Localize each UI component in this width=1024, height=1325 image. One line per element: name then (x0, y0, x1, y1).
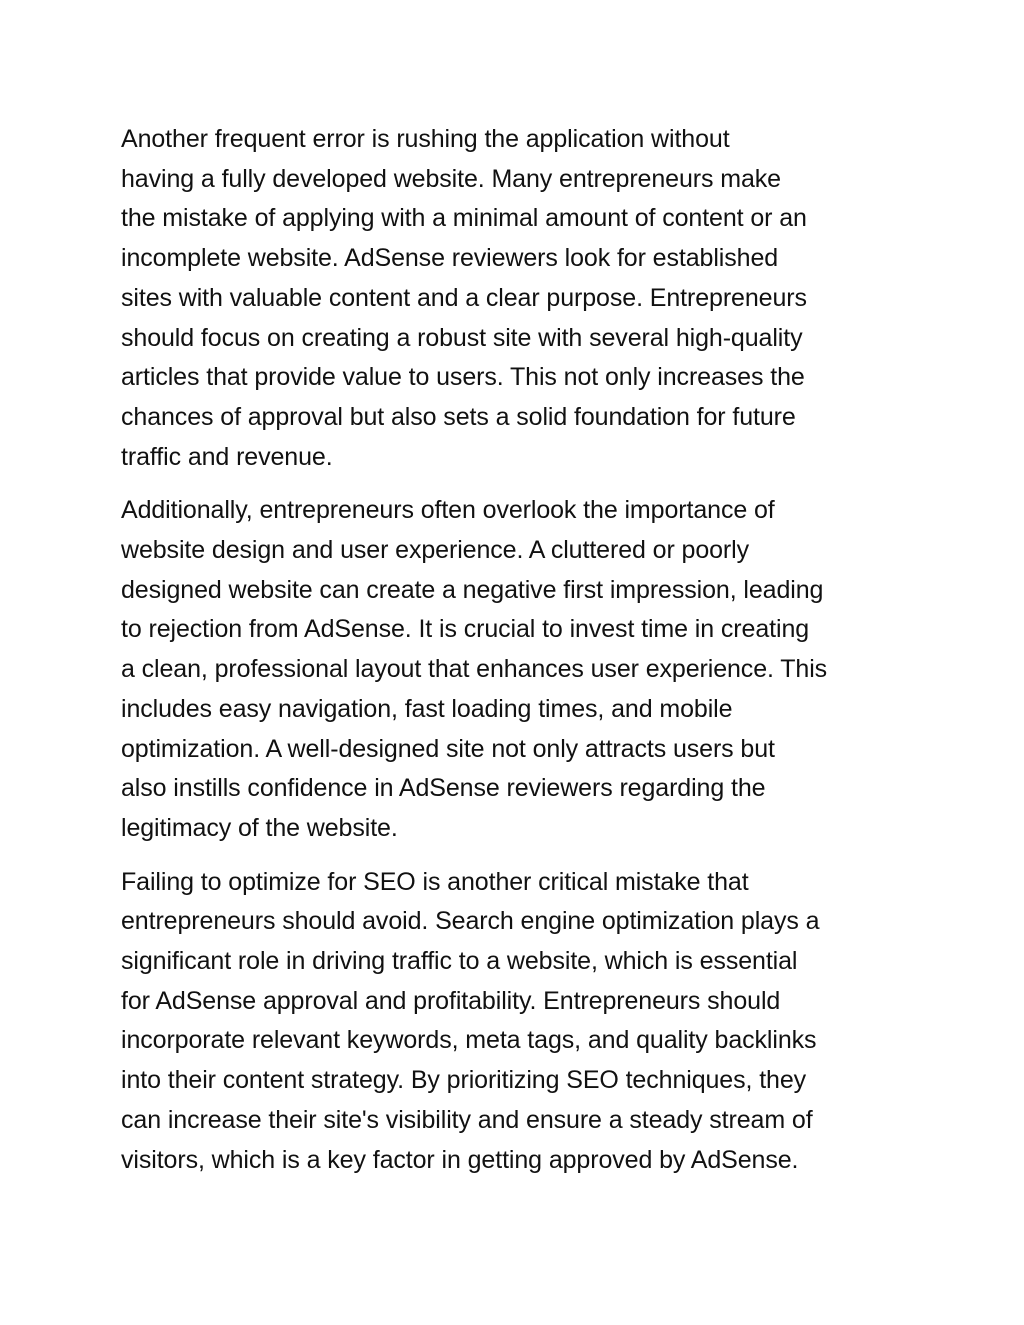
text-line: a clean, professional layout that enhances user experience. This (121, 655, 828, 684)
text-line: incomplete website. AdSense reviewers look for established (121, 244, 779, 273)
text-line: for AdSense approval and profitability. Entrepreneurs should (121, 986, 781, 1015)
text-line: includes easy navigation, fast loading times, and mobile (121, 694, 733, 723)
body-text (121, 120, 911, 1194)
text-line: optimization. A well-designed site not only attracts users but (121, 734, 775, 763)
paragraph-application-readiness (121, 120, 911, 477)
text-line: visitors, which is a key factor in getting approved by AdSense. (121, 1145, 799, 1174)
text-line: designed website can create a negative first impression, leading (121, 575, 824, 604)
text-line: Failing to optimize for SEO is another critical mistake that (121, 867, 749, 896)
paragraph-seo (121, 863, 911, 1181)
text-line: entrepreneurs should avoid. Search engine optimization plays a (121, 907, 820, 936)
text-line: sites with valuable content and a clear purpose. Entrepreneurs (121, 283, 807, 312)
text-line: articles that provide value to users. This not only increases the (121, 363, 805, 392)
text-line: chances of approval but also sets a solid foundation for future (121, 402, 796, 431)
text-line: Another frequent error is rushing the application without (121, 125, 730, 153)
text-line: having a fully developed website. Many entrepreneurs make (121, 164, 781, 193)
text-line: website design and user experience. A cluttered or poorly (121, 536, 750, 565)
text-line: incorporate relevant keywords, meta tags, and quality backlinks (121, 1026, 817, 1055)
text-line: the mistake of applying with a minimal amount of content or an (121, 204, 807, 233)
text-line: also instills confidence in AdSense reviewers regarding the (121, 774, 766, 803)
text-line: significant role in driving traffic to a website, which is essential (121, 947, 798, 976)
text-line: legitimacy of the website. (121, 813, 398, 842)
text-line: to rejection from AdSense. It is crucial to invest time in creating (121, 615, 810, 644)
text-line: can increase their site's visibility and ensure a steady stream of (121, 1105, 813, 1134)
text-line: should focus on creating a robust site with several high-quality (121, 323, 803, 352)
text-line: Additionally, entrepreneurs often overlook the importance of (121, 496, 775, 525)
paragraph-design-experience (121, 491, 911, 848)
text-line: into their content strategy. By prioritizing SEO techniques, they (121, 1066, 807, 1095)
text-line: traffic and revenue. (121, 442, 333, 471)
